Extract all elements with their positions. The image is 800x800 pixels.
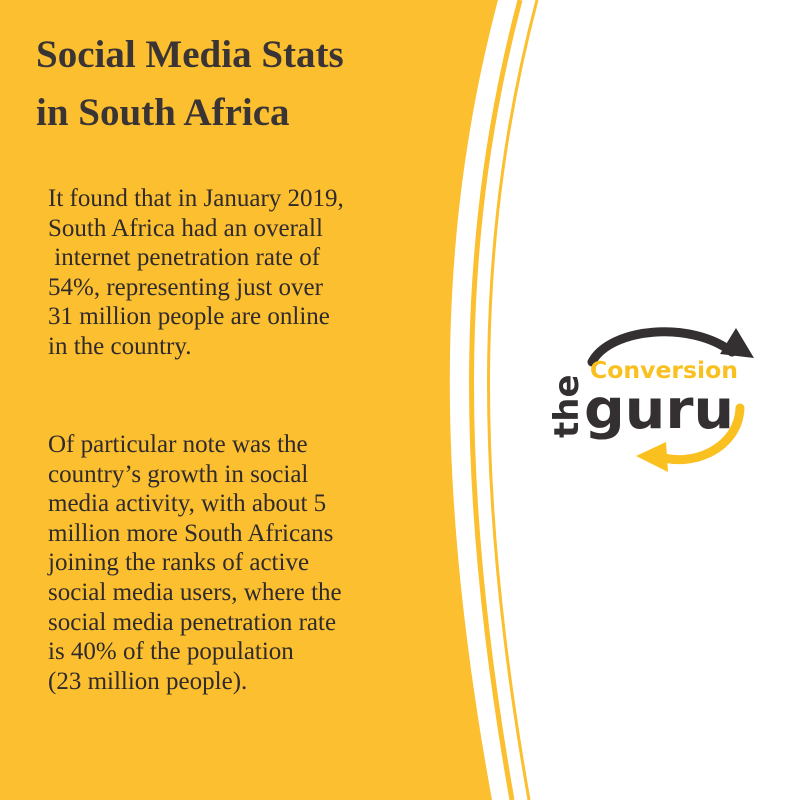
text-line: Of particular note was the [48, 431, 308, 458]
text-line: is 40% of the population [48, 638, 294, 666]
the-conversion-guru-logo [540, 310, 760, 480]
title-line: in South Africa [36, 91, 290, 134]
logo-word-conversion: Conversion [590, 358, 738, 384]
text-line: million more South Africans [48, 519, 334, 547]
paragraph-social-growth [48, 430, 428, 696]
logo-word-guru: guru [584, 378, 734, 441]
text-line: It found that in January 2019, [48, 185, 344, 212]
text-line: South Africa had an overall [48, 214, 323, 242]
dark-arrow-icon [592, 328, 754, 362]
page-title [36, 26, 436, 142]
text-line: media activity, with about 5 [48, 490, 327, 518]
text-line: joining the ranks of active [48, 549, 310, 577]
text-line: internet penetration rate of [48, 244, 321, 272]
title-line: Social Media Stats [36, 33, 344, 76]
text-line: (23 million people). [48, 667, 248, 695]
text-line: country’s growth in social [48, 460, 309, 488]
text-line: social media penetration rate [48, 608, 337, 636]
logo-word-the: the [547, 374, 587, 438]
paragraph-internet-penetration [48, 184, 428, 362]
text-line: in the country. [48, 332, 192, 360]
text-line: social media users, where the [48, 578, 342, 606]
text-line: 54%, representing just over [48, 273, 323, 301]
text-line: 31 million people are online [48, 303, 330, 331]
